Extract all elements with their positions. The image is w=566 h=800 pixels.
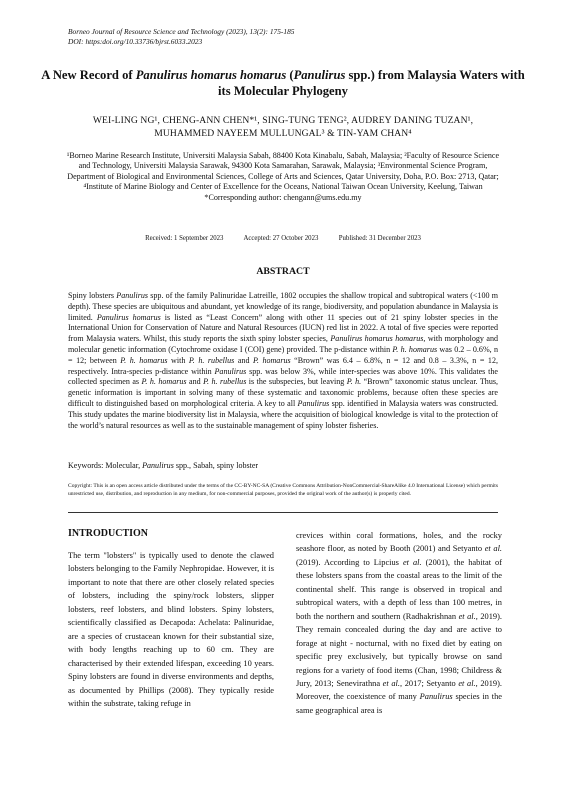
- author-line-1: WEI-LING NG¹, CHENG-ANN CHEN*¹, SING-TUNG TENG², AUDREY DANING TUZAN¹,: [92, 115, 474, 126]
- introduction-left-column: The term "lobsters" is typically used to denote the clawed lobsters belonging to the Family Nephropidae. However, it is important to note that there are other closely related species of lobsters, including the spiny/rock lobsters, slipper lobsters, reef lobsters, and blind lobsters. Spiny lobsters, scientifically classified as Decapoda: Achelata: Palinuridae, are a species of crustacean known for their substantial size, with body lengths reaching up to 60 cm. They are characterised by their extended lifespan, exceeding 10 years. Spiny lobsters are found in diverse environments and depths, as documented by Phillips (2008). They typically reside within the substrate, taking refuge in: [68, 551, 274, 708]
- affiliations: [62, 151, 504, 203]
- abstract-body: Spiny lobsters Panulirus spp. of the family Palinuridae Latreille, 1802 occupies the shallow tropical and subtropical waters (<100 m depth). These species are ubiquitous and abundant, yet knowledge of its range, biodiversity, and population abundance in Malaysia is limited. Panulirus homarus is listed as “Least Concern” along with other 11 species out of 21 spiny lobster species in the International Union for Conservation of Nature and Natural Resources (IUCN) red list in 2022. A total of five species were reported from Malaysia waters. Whilst, this study reports the sixth spiny lobster species, Panulirus homarus homarus, with morphology and molecular genetic information (Cytochrome oxidase I (COI) gene) provided. The p-distance within P. h. homarus was 0.2 – 0.6%, n = 12; between P. h. homarus with P. h. rubellus and P. homarus “Brown” was 6.4 – 6.8%, n = 12 and 0.8 – 3.3%, n = 12, respectively. Intra-species p-distance within Panulirus spp. was below 3%, while inter-species was above 10%. This validates the collected specimen as P. h. homarus and P. h. rubellus is the subspecies, but leaving P. h. “Brown” taxonomic status unclear. Thus, genetic information is important in solving many of these systematic and taxonomic problems, because often these species are difficult to distinguished based on morphological criteria. A key to all Panulirus spp. identified in Malaysia waters was constructed. This study updates the marine biodiversity list in Malaysia, where the acquisition of biological knowledge is vital to the protection of the world’s natural resources as well as to the sustainable management of spiny lobster fisheries.: [68, 291, 498, 430]
- journal-doi: DOI: https:doi.org/10.33736/bjrst.6033.2023: [68, 37, 203, 46]
- published-date: Published: 31 December 2023: [338, 235, 421, 242]
- journal-citation: Borneo Journal of Resource Science and Technology (2023), 13(2): 175-185: [68, 27, 295, 36]
- section-divider: [68, 512, 498, 513]
- affiliation-text: ¹Borneo Marine Research Institute, Universiti Malaysia Sabah, 88400 Kota Kinabalu, Sabah, Malaysia; ²Faculty of Resource Science and Technology, Universiti Malaysia Sarawak, 94300 Kota Samarahan, Sarawak, Malaysia; ³Environmental Science Program, Department of Biological and Environmental Sciences, College of Arts and Sciences, Qatar University, Doha, P.O. Box: 2713, Qatar; ⁴Institute of Marine Biology and Center of Excellence for the Oceans, National Taiwan Ocean University, Keelung, Taiwan: [66, 151, 500, 192]
- paper-title: A New Record of Panulirus homarus homarus (Panulirus spp.) from Malaysia Waters with its Molecular Phylogeny: [41, 68, 525, 98]
- accepted-date: Accepted: 27 October 2023: [243, 235, 319, 242]
- received-date: Received: 1 September 2023: [145, 235, 224, 242]
- introduction-right-column: crevices within coral formations, holes, and the rocky seashore floor, as noted by Booth (2001) and Setyanto et al. (2019). According to Lipcius et al. (2001), the habitat of these lobsters spans from the coastal areas to the limit of the continental shelf. This range is observed in tropical and subtropical waters, with a depth of less than 100 metres, in both the northern and southern (Radhakrishnan et al., 2019). They remain concealed during the day and are active to forage at night - nocturnal, with no fixed diet by eating on specific prey exclusively, but typically browse on sand regions for a variety of food items (Chan, 1998; Childress & Jury, 2013; Senevirathna et al., 2017; Setyanto et al., 2019). Moreover, the coexistence of many Panulirus species in the same geographical area is: [296, 531, 503, 715]
- journal-header: [68, 27, 294, 47]
- introduction-heading: INTRODUCTION: [68, 528, 149, 539]
- keywords: Keywords: Molecular, Panulirus spp., Sabah, spiny lobster: [68, 461, 259, 470]
- author-line-2: MUHAMMED NAYEEM MULLUNGAL³ & TIN-YAM CHAN⁴: [154, 127, 412, 139]
- author-list: [40, 115, 526, 140]
- article-dates: [62, 234, 504, 243]
- copyright-notice: Copyright: This is an open access article distributed under the terms of the CC-BY-NC-SA (Creative Commons Attribution-NonCommercial-ShareAlike 4.0 International License) which permits unrestricted use, distribution, and reproduction in any medium, for non-commercial purposes, provided the original work of the author(s) is properly cited.: [68, 483, 498, 497]
- corresponding-author: *Corresponding author: chengann@ums.edu.my: [204, 192, 362, 202]
- abstract-heading: ABSTRACT: [256, 266, 310, 277]
